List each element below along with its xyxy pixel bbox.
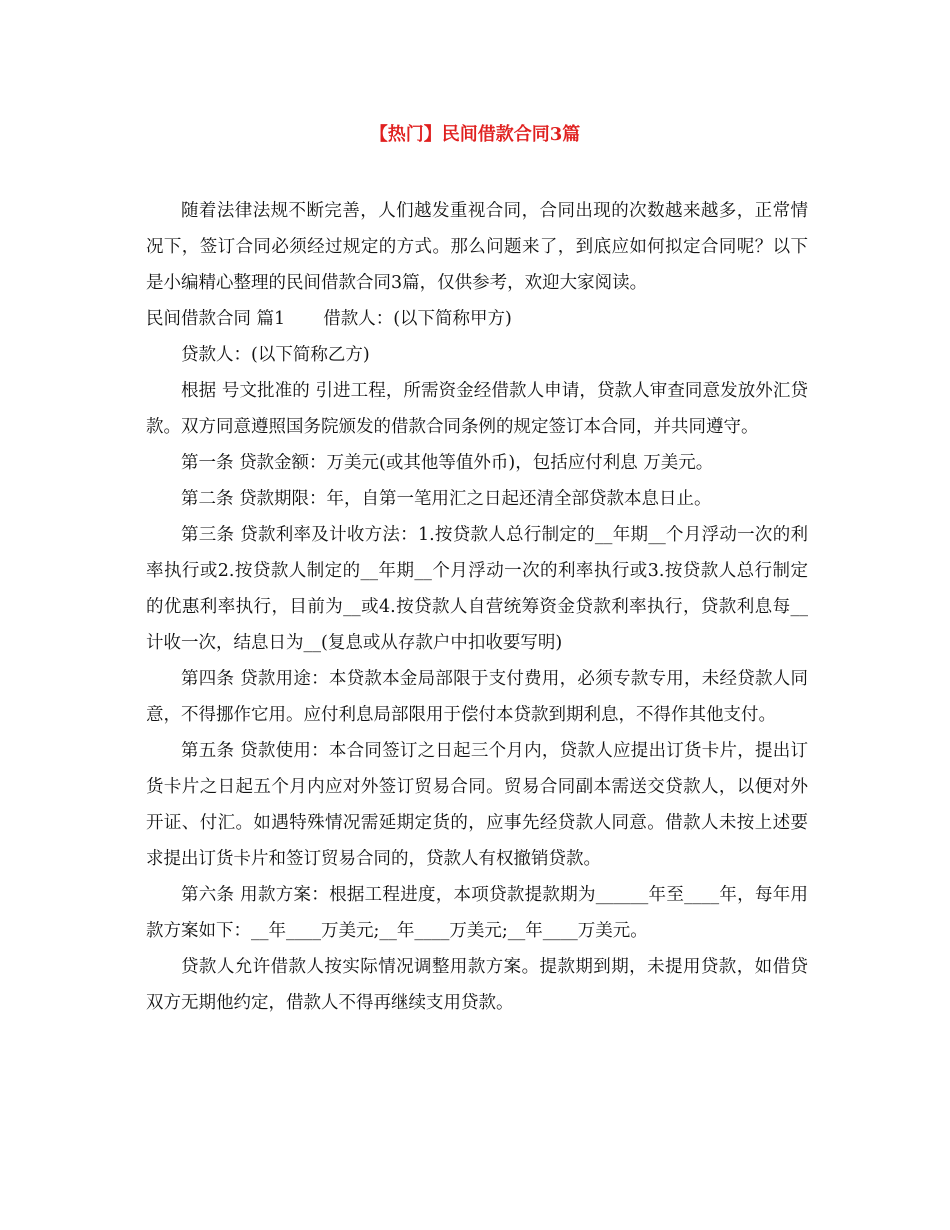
intro-paragraph: 随着法律法规不断完善，人们越发重视合同，合同出现的次数越来越多，正常情况下，签订合同必须经过规定的方式。那么问题来了，到底应如何拟定合同呢？以下是小编精心整理的民间借款合同3篇，仅供参考，欢迎大家阅读。 [146, 201, 808, 293]
clause-paragraph: 贷款人允许借款人按实际情况调整用款方案。提款期到期，未提用贷款，如借贷双方无期他约定，借款人不得再继续支用贷款。 [146, 957, 808, 1013]
lender-line: 贷款人：(以下简称乙方) [181, 345, 370, 365]
document-title: 【热门】民间借款合同3篇 [369, 124, 581, 145]
document-body [146, 193, 808, 1021]
clause-paragraph: 第六条 用款方案：根据工程进度，本项贷款提款期为______年至____年，每年用款方案如下：__年____万美元;__年____万美元;__年____万美元。 [146, 885, 808, 941]
clause-paragraph: 第三条 贷款利率及计收方法：1.按贷款人总行制定的__年期__个月浮动一次的利率执行或2.按贷款人制定的__年期__个月浮动一次的利率执行或3.按贷款人总行制定的优惠利率执行，目前为__或4.按贷款人自营统筹资金贷款利率执行，贷款利息每__计收一次，结息日为__(复息或从存款户中扣收要写明) [146, 525, 808, 653]
clause-paragraph: 第二条 贷款期限：年，自第一笔用汇之日起还清全部贷款本息日止。 [181, 489, 712, 509]
clause-paragraph: 第四条 贷款用途：本贷款本金局部限于支付费用，必须专款专用，未经贷款人同意，不得挪作它用。应付利息局部限用于偿付本贷款到期利息，不得作其他支付。 [146, 669, 808, 725]
section-heading: 民间借款合同 篇1 [146, 309, 286, 329]
borrower-line: 借款人：(以下简称甲方) [323, 309, 512, 329]
clause-paragraph: 第五条 贷款使用：本合同签订之日起三个月内，贷款人应提出订货卡片，提出订货卡片之日起五个月内应对外签订贸易合同。贸易合同副本需送交贷款人，以便对外开证、付汇。如遇特殊情况需延期定货的，应事先经贷款人同意。借款人未按上述要求提出订货卡片和签订贸易合同的，贷款人有权撤销贷款。 [146, 741, 808, 869]
clause-paragraph: 根据 号文批准的 引进工程，所需资金经借款人申请，贷款人审查同意发放外汇贷款。双方同意遵照国务院颁发的借款合同条例的规定签订本合同，并共同遵守。 [146, 381, 808, 437]
section-heading-line [146, 301, 808, 337]
clause-paragraph: 第一条 贷款金额：万美元(或其他等值外币)，包括应付利息 万美元。 [181, 453, 714, 473]
